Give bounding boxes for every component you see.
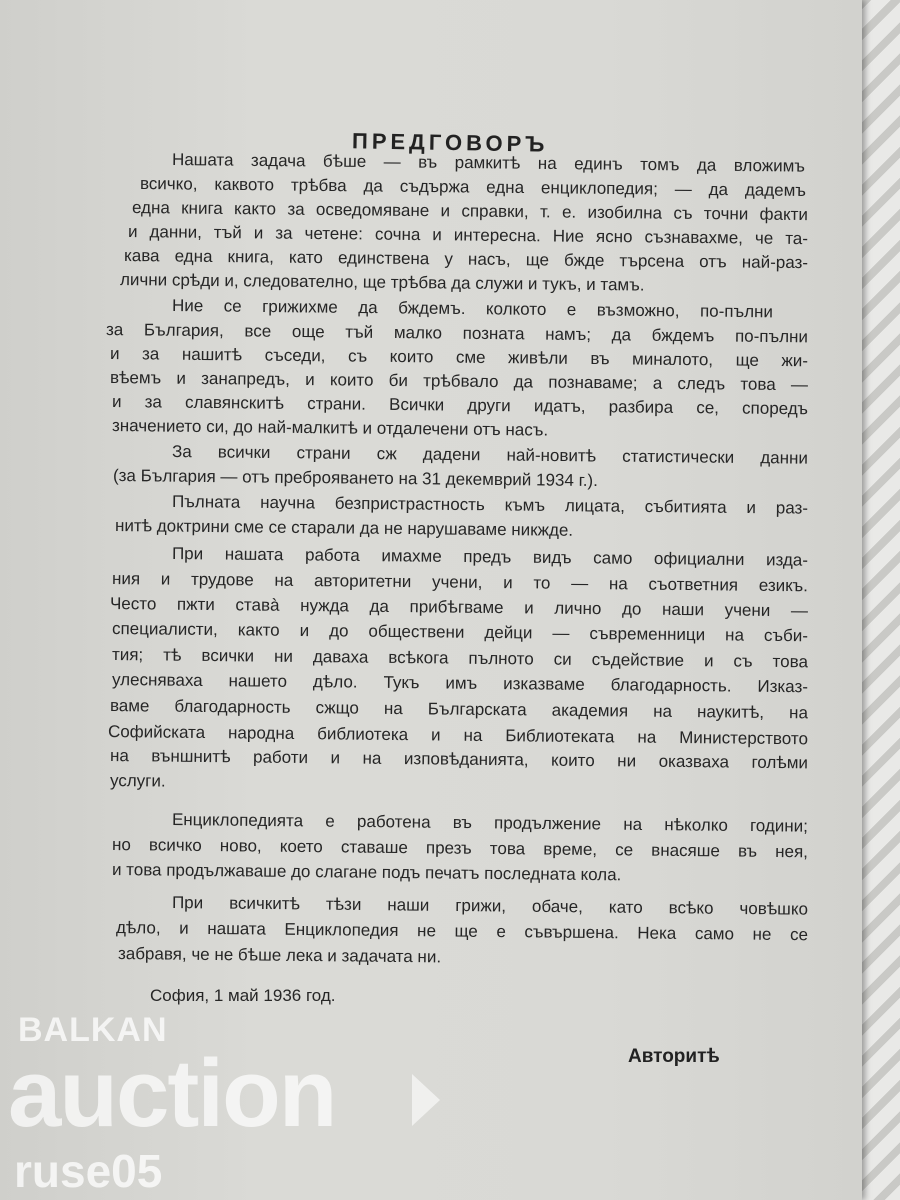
text-line: Често пжти ставà нужда да прибѣгваме и лично до наши учени —: [109, 594, 809, 621]
text-line: вѣемъ и занапредъ, и които би трѣбвало да познаваме; а следъ това —: [109, 368, 809, 395]
text-line: лични срѣди и, следователно, ще трѣбва да служи и тукъ, и тамъ.: [119, 270, 645, 295]
text-line: За всички страни сж дадени най-новитѣ статистически данни: [171, 442, 809, 468]
watermark-text: BALKAN: [18, 1011, 168, 1049]
text-line: услуги.: [109, 771, 166, 791]
page-title: ПРЕДГОВОРЪ: [351, 128, 549, 157]
text-line: специалисти, както и до обществени дейци — съвременници на съби-: [111, 619, 809, 646]
text-line: (за България — отъ преброяването на 31 декемврий 1934 г.).: [112, 466, 598, 491]
text-line: но всичко ново, което ставаше презъ това време, се внасяше въ нея,: [111, 835, 809, 862]
text-line: тия; тѣ всички ни даваха всѣкога пълното си съдействие и съ това: [111, 645, 809, 672]
text-line: и данни, тъй и за четене: сочна и интересна. Ние ясно съзнавахме, че та-: [127, 222, 809, 249]
text-line: всичко, каквото трѣбва да съдържа една енциклопедия; — да дадемъ: [139, 174, 807, 200]
text-line: дѣло, и нашата Енциклопедия не ще е съвършена. Нека само не се: [115, 918, 809, 945]
text-line: Нашата задача бѣше — въ рамкитѣ на единъ томъ да вложимъ: [171, 150, 806, 176]
text-line: за България, все още тъй малко позната намъ; да бждемъ по-пълни: [105, 320, 809, 347]
text-line: При нашата работа имахме предъ видъ само официални изда-: [171, 544, 809, 570]
text-line: При всичкитѣ тѣзи наши грижи, обаче, като всѣко човѣшко: [171, 893, 809, 919]
text-line: кава една книга, като единствена у насъ, ще бжде търсена отъ най-раз-: [123, 246, 809, 273]
text-line: ния и трудове на авторитетни учени, и то — на съответния езикъ.: [111, 569, 809, 596]
text-line: Енциклопедията е работена въ продължение на нѣколко години;: [171, 810, 809, 836]
watermark-text: ruse05: [14, 1145, 163, 1197]
text-line: на външнитѣ работи и на изповѣданията, които ни оказваха голѣми: [109, 746, 809, 773]
text-line: нитѣ доктрини сме се старали да не нарушаваме никжде.: [114, 516, 574, 540]
text-line: значението си, до най-малкитѣ и отдалечени отъ насъ.: [111, 416, 549, 440]
text-line: Софийската народна библиотека и на Библиотеката на Министерството: [107, 722, 809, 749]
text-line: Ние се грижихме да бждемъ. колкото е възможно, по-пълни: [171, 296, 774, 322]
date-line: София, 1 май 1936 год.: [150, 986, 336, 1005]
text-line: улесняваха нашето дѣло. Тукъ имъ изказваме благодарность. Изказ-: [111, 670, 809, 697]
text-line: забравя, че не бѣше лека и задачата ни.: [117, 944, 442, 967]
signature: Авторитѣ: [628, 1046, 720, 1067]
watermark-text: auction: [8, 1040, 336, 1147]
text-line: ваме благодарность сжщо на Българската академия на наукитѣ, на: [109, 696, 809, 723]
text-line: и това продължаваше до слагане подъ печатъ последната кола.: [111, 860, 622, 885]
text-line: и за славянскитѣ страни. Всички други идатъ, разбира се, споредъ: [111, 392, 809, 419]
text-line: една книга както за осведомяване и справки, т. е. изобилна съ точни факти: [131, 198, 809, 225]
text-line: Пълната научна безпристрастность къмъ лицата, събитията и раз-: [171, 492, 809, 518]
text-line: и за нашитѣ съседи, съ които сме живѣли въ миналото, ще жи-: [109, 344, 809, 371]
